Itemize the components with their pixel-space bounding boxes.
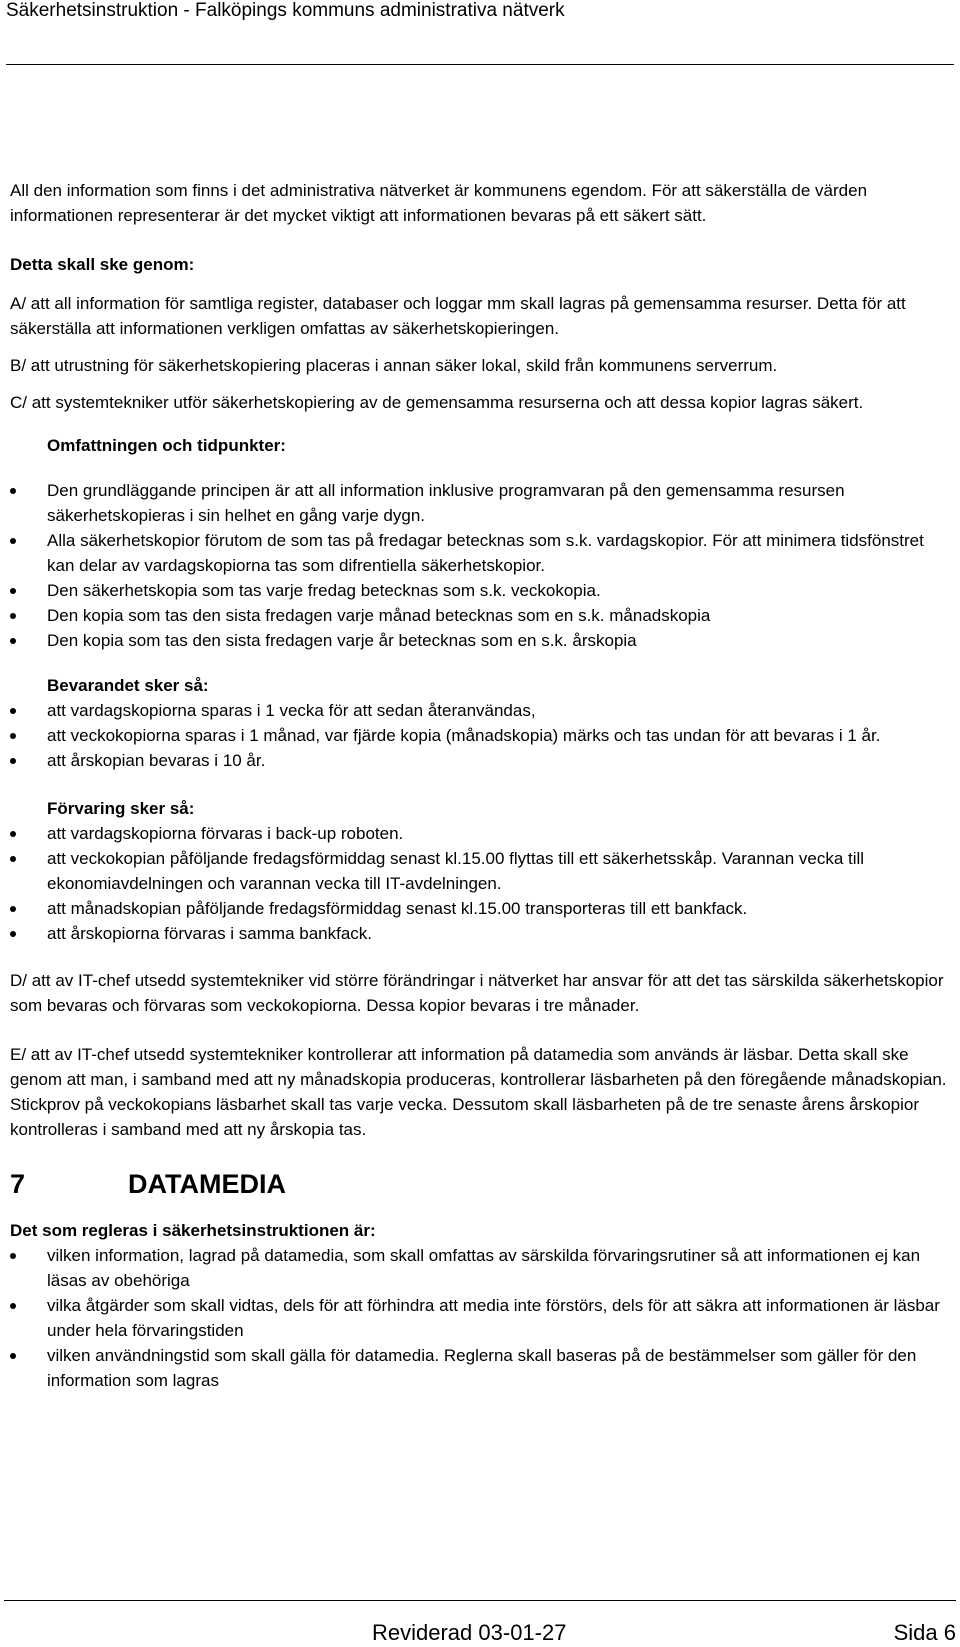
paragraph-d: D/ att av IT-chef utsedd systemtekniker vid större förändringar i nätverket har ansvar för att det tas särskilda säkerhetskopior som bevaras och förvaras som veckokopiorna. Dessa kopior bevaras i tre månader. xyxy=(10,971,944,1015)
list-item: Den grundläggande principen är att all information inklusive programvaran på den gemensamma resursen säkerhetskopieras i sin helhet en gång varje dygn. xyxy=(10,478,955,528)
paragraph-c: C/ att systemtekniker utför säkerhetskopiering av de gemensamma resurserna och att dessa kopior lagras säkert. xyxy=(10,393,864,412)
list-item: Den kopia som tas den sista fredagen varje månad betecknas som en s.k. månadskopia xyxy=(10,603,955,628)
datamedia-list xyxy=(10,1243,955,1393)
list-item: att årskopian bevaras i 10 år. xyxy=(10,748,955,773)
document-title: Säkerhetsinstruktion - Falköpings kommuns administrativa nätverk xyxy=(6,0,565,21)
section-7-subheading: Det som regleras i säkerhetsinstruktionen är: xyxy=(10,1221,376,1240)
list-item: att månadskopian påföljande fredagsförmiddag senast kl.15.00 transporteras till ett bankfack. xyxy=(10,896,955,921)
omfattning-heading: Omfattningen och tidpunkter: xyxy=(47,436,286,455)
paragraph-e: E/ att av IT-chef utsedd systemtekniker kontrollerar att information på datamedia som används är läsbar. Detta skall ske genom att man, i samband med att ny månadskopia produceras, kontrollerar läsbarheten på den föregående månadskopian. Stickprov på veckokopians läsbarhet skall tas varje vecka. Dessutom skall läsbarheten på de tre senaste årens årskopior kontrolleras i samband med att ny årskopia tas. xyxy=(10,1045,947,1139)
intro-paragraph: All den information som finns i det administrativa nätverket är kommunens egendom. För att säkerställa de värden informationen representerar är det mycket viktigt att informationen bevaras på ett säkert sätt. xyxy=(10,181,868,225)
list-item: att vardagskopiorna förvaras i back-up roboten. xyxy=(10,821,955,846)
list-item: vilka åtgärder som skall vidtas, dels för att förhindra att media inte förstörs, dels för att säkra att informationen är läsbar under hela förvaringstiden xyxy=(10,1293,955,1343)
list-item: Den kopia som tas den sista fredagen varje år betecknas som en s.k. årskopia xyxy=(10,628,955,653)
list-item: vilken information, lagrad på datamedia, som skall omfattas av särskilda förvaringsrutiner så att informationen ej kan läsas av obehöriga xyxy=(10,1243,955,1293)
list-item: Den säkerhetskopia som tas varje fredag betecknas som s.k. veckokopia. xyxy=(10,578,955,603)
revision-date: Reviderad 03-01-27 xyxy=(372,1620,567,1645)
list-item: att vardagskopiorna sparas i 1 vecka för att sedan återanvändas, xyxy=(10,698,955,723)
omfattning-list xyxy=(10,478,955,653)
page-header xyxy=(6,0,954,65)
section-7-heading xyxy=(10,1168,955,1200)
list-item: att veckokopiorna sparas i 1 månad, var fjärde kopia (månadskopia) märks och tas undan för att bevaras i 1 år. xyxy=(10,723,955,748)
page-number: Sida 6 xyxy=(893,1620,956,1645)
page-footer xyxy=(4,1600,956,1645)
forvaring-heading: Förvaring sker så: xyxy=(47,799,195,818)
section-title: DATAMEDIA xyxy=(128,1169,286,1199)
document-body xyxy=(10,178,955,1393)
paragraph-a: A/ att all information för samtliga register, databaser och loggar mm skall lagras på gemensamma resurser. Detta för att säkerställa att informationen verkligen omfattas av säkerhetskopieringen. xyxy=(10,294,906,338)
bevarandet-list xyxy=(10,698,955,773)
bevarandet-heading: Bevarandet sker så: xyxy=(47,676,209,695)
detta-heading: Detta skall ske genom: xyxy=(10,255,195,274)
list-item: Alla säkerhetskopior förutom de som tas på fredagar betecknas som s.k. vardagskopior. För att minimera tidsfönstret kan delar av vardagskopiorna tas som difrentiella säkerhetskopior. xyxy=(10,528,955,578)
list-item: att veckokopian påföljande fredagsförmiddag senast kl.15.00 flyttas till ett säkerhetsskåp. Varannan vecka till ekonomiavdelningen och varannan vecka till IT-avdelningen. xyxy=(10,846,955,896)
paragraph-b: B/ att utrustning för säkerhetskopiering placeras i annan säker lokal, skild från kommunens serverrum. xyxy=(10,356,778,375)
forvaring-list xyxy=(10,821,955,946)
section-number: 7 xyxy=(10,1169,26,1199)
list-item: vilken användningstid som skall gälla för datamedia. Reglerna skall baseras på de bestämmelser som gäller för den information som lagras xyxy=(10,1343,955,1393)
list-item: att årskopiorna förvaras i samma bankfack. xyxy=(10,921,955,946)
